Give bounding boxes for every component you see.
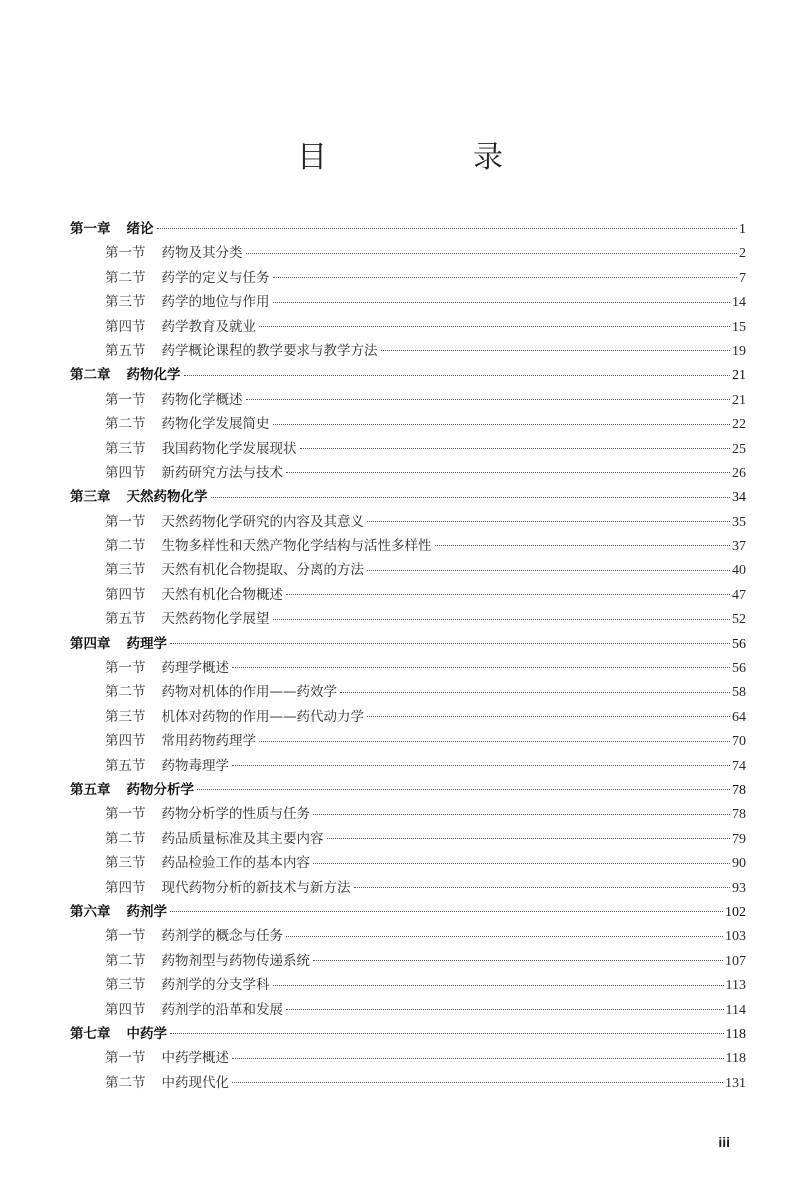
- section-title: 药物化学概述: [161, 391, 243, 408]
- toc-section-row[interactable]: [70, 388, 746, 412]
- section-title: 药学概论课程的教学要求与教学方法: [161, 342, 378, 359]
- dot-leader: [170, 911, 723, 912]
- toc-section-row[interactable]: [70, 412, 746, 436]
- dot-leader: [354, 887, 731, 888]
- toc-section-row[interactable]: [70, 558, 746, 582]
- page-number: 47: [732, 587, 746, 603]
- section-title: 我国药物化学发展现状: [161, 440, 297, 457]
- section-number: 第三节: [105, 708, 146, 725]
- dot-leader: [286, 594, 730, 595]
- section-title: 药物化学发展简史: [161, 416, 270, 433]
- chapter-title: 药物分析学: [126, 781, 194, 798]
- section-title: 药物分析学的性质与任务: [161, 806, 310, 823]
- page-number: 58: [732, 685, 746, 701]
- footer-page-number: iii: [718, 1134, 730, 1150]
- section-title: 天然有机化合物概述: [161, 586, 283, 603]
- page-number: 22: [732, 417, 746, 433]
- section-number: 第五节: [105, 342, 146, 359]
- section-title: 药剂学的分支学科: [161, 977, 270, 994]
- page-number: 37: [732, 539, 746, 555]
- page-number: 15: [732, 319, 746, 335]
- page-number: 56: [732, 636, 746, 652]
- dot-leader: [170, 643, 730, 644]
- toc-section-row[interactable]: [70, 973, 746, 997]
- dot-leader: [273, 302, 731, 303]
- page-number: 34: [732, 490, 746, 506]
- page-number: 64: [732, 709, 746, 725]
- dot-leader: [313, 863, 730, 864]
- section-number: 第二节: [105, 684, 146, 701]
- toc-section-row[interactable]: [70, 339, 746, 363]
- toc-section-row[interactable]: [70, 851, 746, 875]
- toc-section-row[interactable]: [70, 754, 746, 778]
- chapter-title: 药理学: [126, 635, 167, 652]
- section-number: 第三节: [105, 440, 146, 457]
- section-number: 第四节: [105, 464, 146, 481]
- page-number: 93: [732, 880, 746, 896]
- dot-leader: [273, 619, 731, 620]
- toc-chapter-row[interactable]: [70, 900, 746, 924]
- section-number: 第一节: [105, 806, 146, 823]
- dot-leader: [313, 814, 730, 815]
- section-title: 药学的地位与作用: [161, 294, 270, 311]
- toc-section-row[interactable]: [70, 656, 746, 680]
- toc-section-row[interactable]: [70, 998, 746, 1022]
- toc-section-row[interactable]: [70, 705, 746, 729]
- toc-chapter-row[interactable]: [70, 632, 746, 656]
- section-title: 中药现代化: [161, 1074, 229, 1091]
- page-number: 25: [732, 441, 746, 457]
- section-title: 现代药物分析的新技术与新方法: [161, 879, 351, 896]
- page-number: 107: [725, 953, 746, 969]
- section-number: 第二节: [105, 416, 146, 433]
- page-number: 79: [732, 831, 746, 847]
- section-number: 第一节: [105, 391, 146, 408]
- section-number: 第三节: [105, 977, 146, 994]
- page-number: 103: [725, 929, 746, 945]
- toc-section-row[interactable]: [70, 437, 746, 461]
- dot-leader: [286, 936, 723, 937]
- page-number: 52: [732, 612, 746, 628]
- section-title: 常用药物药理学: [161, 733, 256, 750]
- toc-section-row[interactable]: [70, 315, 746, 339]
- chapter-title: 天然药物化学: [126, 489, 208, 506]
- chapter-title: 中药学: [126, 1025, 167, 1042]
- section-title: 新药研究方法与技术: [161, 464, 283, 481]
- page-number: 102: [725, 904, 746, 920]
- section-number: 第一节: [105, 513, 146, 530]
- dot-leader: [273, 277, 738, 278]
- section-number: 第二节: [105, 952, 146, 969]
- page-number: 74: [732, 758, 746, 774]
- page-number: 118: [725, 1051, 746, 1067]
- page-number: 131: [725, 1075, 746, 1091]
- dot-leader: [170, 1033, 724, 1034]
- toc-section-row[interactable]: [70, 802, 746, 826]
- page-number: 21: [732, 368, 746, 384]
- page-number: 70: [732, 734, 746, 750]
- section-number: 第四节: [105, 318, 146, 335]
- section-number: 第二节: [105, 269, 146, 286]
- toc-chapter-row[interactable]: [70, 363, 746, 387]
- page-number: 7: [739, 270, 746, 286]
- dot-leader: [232, 1082, 723, 1083]
- toc-section-row[interactable]: [70, 876, 746, 900]
- chapter-number: 第四章: [70, 635, 111, 652]
- dot-leader: [367, 521, 730, 522]
- chapter-number: 第六章: [70, 903, 111, 920]
- section-title: 中药学概述: [161, 1050, 229, 1067]
- section-number: 第四节: [105, 586, 146, 603]
- page-number: 14: [732, 295, 746, 311]
- page-number: 26: [732, 465, 746, 481]
- section-title: 药剂学的概念与任务: [161, 928, 283, 945]
- section-number: 第五节: [105, 611, 146, 628]
- dot-leader: [367, 716, 730, 717]
- page-number: 114: [725, 1002, 746, 1018]
- toc-section-row[interactable]: [70, 729, 746, 753]
- dot-leader: [381, 350, 731, 351]
- page-number: 90: [732, 856, 746, 872]
- page-number: 1: [739, 222, 746, 237]
- section-number: 第四节: [105, 879, 146, 896]
- toc-section-row[interactable]: [70, 241, 746, 265]
- dot-leader: [246, 253, 738, 254]
- dot-leader: [273, 985, 724, 986]
- toc-section-row[interactable]: [70, 607, 746, 631]
- dot-leader: [286, 472, 730, 473]
- chapter-number: 第七章: [70, 1025, 111, 1042]
- toc-section-row[interactable]: [70, 583, 746, 607]
- section-title: 药物剂型与药物传递系统: [161, 952, 310, 969]
- section-title: 天然药物化学研究的内容及其意义: [161, 513, 364, 530]
- toc-section-row[interactable]: [70, 266, 746, 290]
- toc-chapter-row[interactable]: [70, 778, 746, 802]
- section-title: 药剂学的沿革和发展: [161, 1001, 283, 1018]
- toc-section-row[interactable]: [70, 680, 746, 704]
- section-title: 药物及其分类: [161, 245, 243, 262]
- section-title: 生物多样性和天然产物化学结构与活性多样性: [161, 538, 432, 555]
- toc-section-row[interactable]: [70, 924, 746, 948]
- chapter-number: 第一章: [70, 221, 111, 237]
- page-number: 56: [732, 661, 746, 677]
- dot-leader: [435, 545, 731, 546]
- page-number: 19: [732, 343, 746, 359]
- section-title: 药品检验工作的基本内容: [161, 855, 310, 872]
- toc-chapter-row[interactable]: [70, 217, 746, 241]
- chapter-title: 绪论: [126, 221, 154, 237]
- page-number: 78: [732, 807, 746, 823]
- page-number: 35: [732, 514, 746, 530]
- chapter-number: 第二章: [70, 367, 111, 384]
- section-number: 第三节: [105, 562, 146, 579]
- dot-leader: [273, 424, 731, 425]
- toc-chapter-row[interactable]: [70, 1022, 746, 1046]
- section-number: 第四节: [105, 1001, 146, 1018]
- section-title: 机体对药物的作用——药代动力学: [161, 708, 364, 725]
- dot-leader: [232, 667, 730, 668]
- page-number: 113: [725, 978, 746, 994]
- section-number: 第一节: [105, 245, 146, 262]
- toc-section-row[interactable]: [70, 827, 746, 851]
- section-title: 天然药物化学展望: [161, 611, 270, 628]
- section-title: 药物对机体的作用——药效学: [161, 684, 337, 701]
- toc-section-row[interactable]: [70, 1046, 746, 1070]
- dot-leader: [259, 741, 730, 742]
- chapter-number: 第三章: [70, 489, 111, 506]
- toc-section-row[interactable]: [70, 290, 746, 314]
- toc-chapter-row[interactable]: [70, 485, 746, 509]
- dot-leader: [184, 375, 731, 376]
- dot-leader: [232, 1058, 724, 1059]
- section-title: 药物毒理学: [161, 757, 229, 774]
- dot-leader: [211, 497, 731, 498]
- chapter-title: 药剂学: [126, 903, 167, 920]
- section-number: 第五节: [105, 757, 146, 774]
- section-number: 第四节: [105, 733, 146, 750]
- section-title: 药理学概述: [161, 660, 229, 677]
- section-title: 药学教育及就业: [161, 318, 256, 335]
- dot-leader: [313, 960, 723, 961]
- toc-section-row[interactable]: [70, 461, 746, 485]
- page-number: 78: [732, 782, 746, 798]
- section-number: 第二节: [105, 538, 146, 555]
- section-title: 天然有机化合物提取、分离的方法: [161, 562, 364, 579]
- section-title: 药学的定义与任务: [161, 269, 270, 286]
- dot-leader: [246, 399, 731, 400]
- page-number: 40: [732, 563, 746, 579]
- dot-leader: [259, 326, 730, 327]
- dot-leader: [367, 570, 730, 571]
- section-number: 第一节: [105, 1050, 146, 1067]
- table-of-contents: [70, 217, 746, 1095]
- dot-leader: [157, 228, 738, 229]
- section-number: 第二节: [105, 1074, 146, 1091]
- dot-leader: [286, 1009, 724, 1010]
- page-number: 21: [732, 392, 746, 408]
- section-number: 第一节: [105, 928, 146, 945]
- dot-leader: [197, 789, 730, 790]
- dot-leader: [327, 838, 731, 839]
- page-title: 目 录: [297, 140, 561, 175]
- section-number: 第三节: [105, 855, 146, 872]
- toc-section-row[interactable]: [70, 949, 746, 973]
- dot-leader: [232, 765, 730, 766]
- section-number: 第二节: [105, 830, 146, 847]
- chapter-number: 第五章: [70, 781, 111, 798]
- page-number: 2: [739, 246, 746, 262]
- section-title: 药品质量标准及其主要内容: [161, 830, 324, 847]
- dot-leader: [340, 692, 730, 693]
- toc-section-row[interactable]: [70, 534, 746, 558]
- section-number: 第三节: [105, 294, 146, 311]
- toc-section-row[interactable]: [70, 1071, 746, 1095]
- toc-section-row[interactable]: [70, 510, 746, 534]
- chapter-title: 药物化学: [126, 367, 181, 384]
- page-number: 118: [725, 1026, 746, 1042]
- dot-leader: [300, 448, 731, 449]
- section-number: 第一节: [105, 660, 146, 677]
